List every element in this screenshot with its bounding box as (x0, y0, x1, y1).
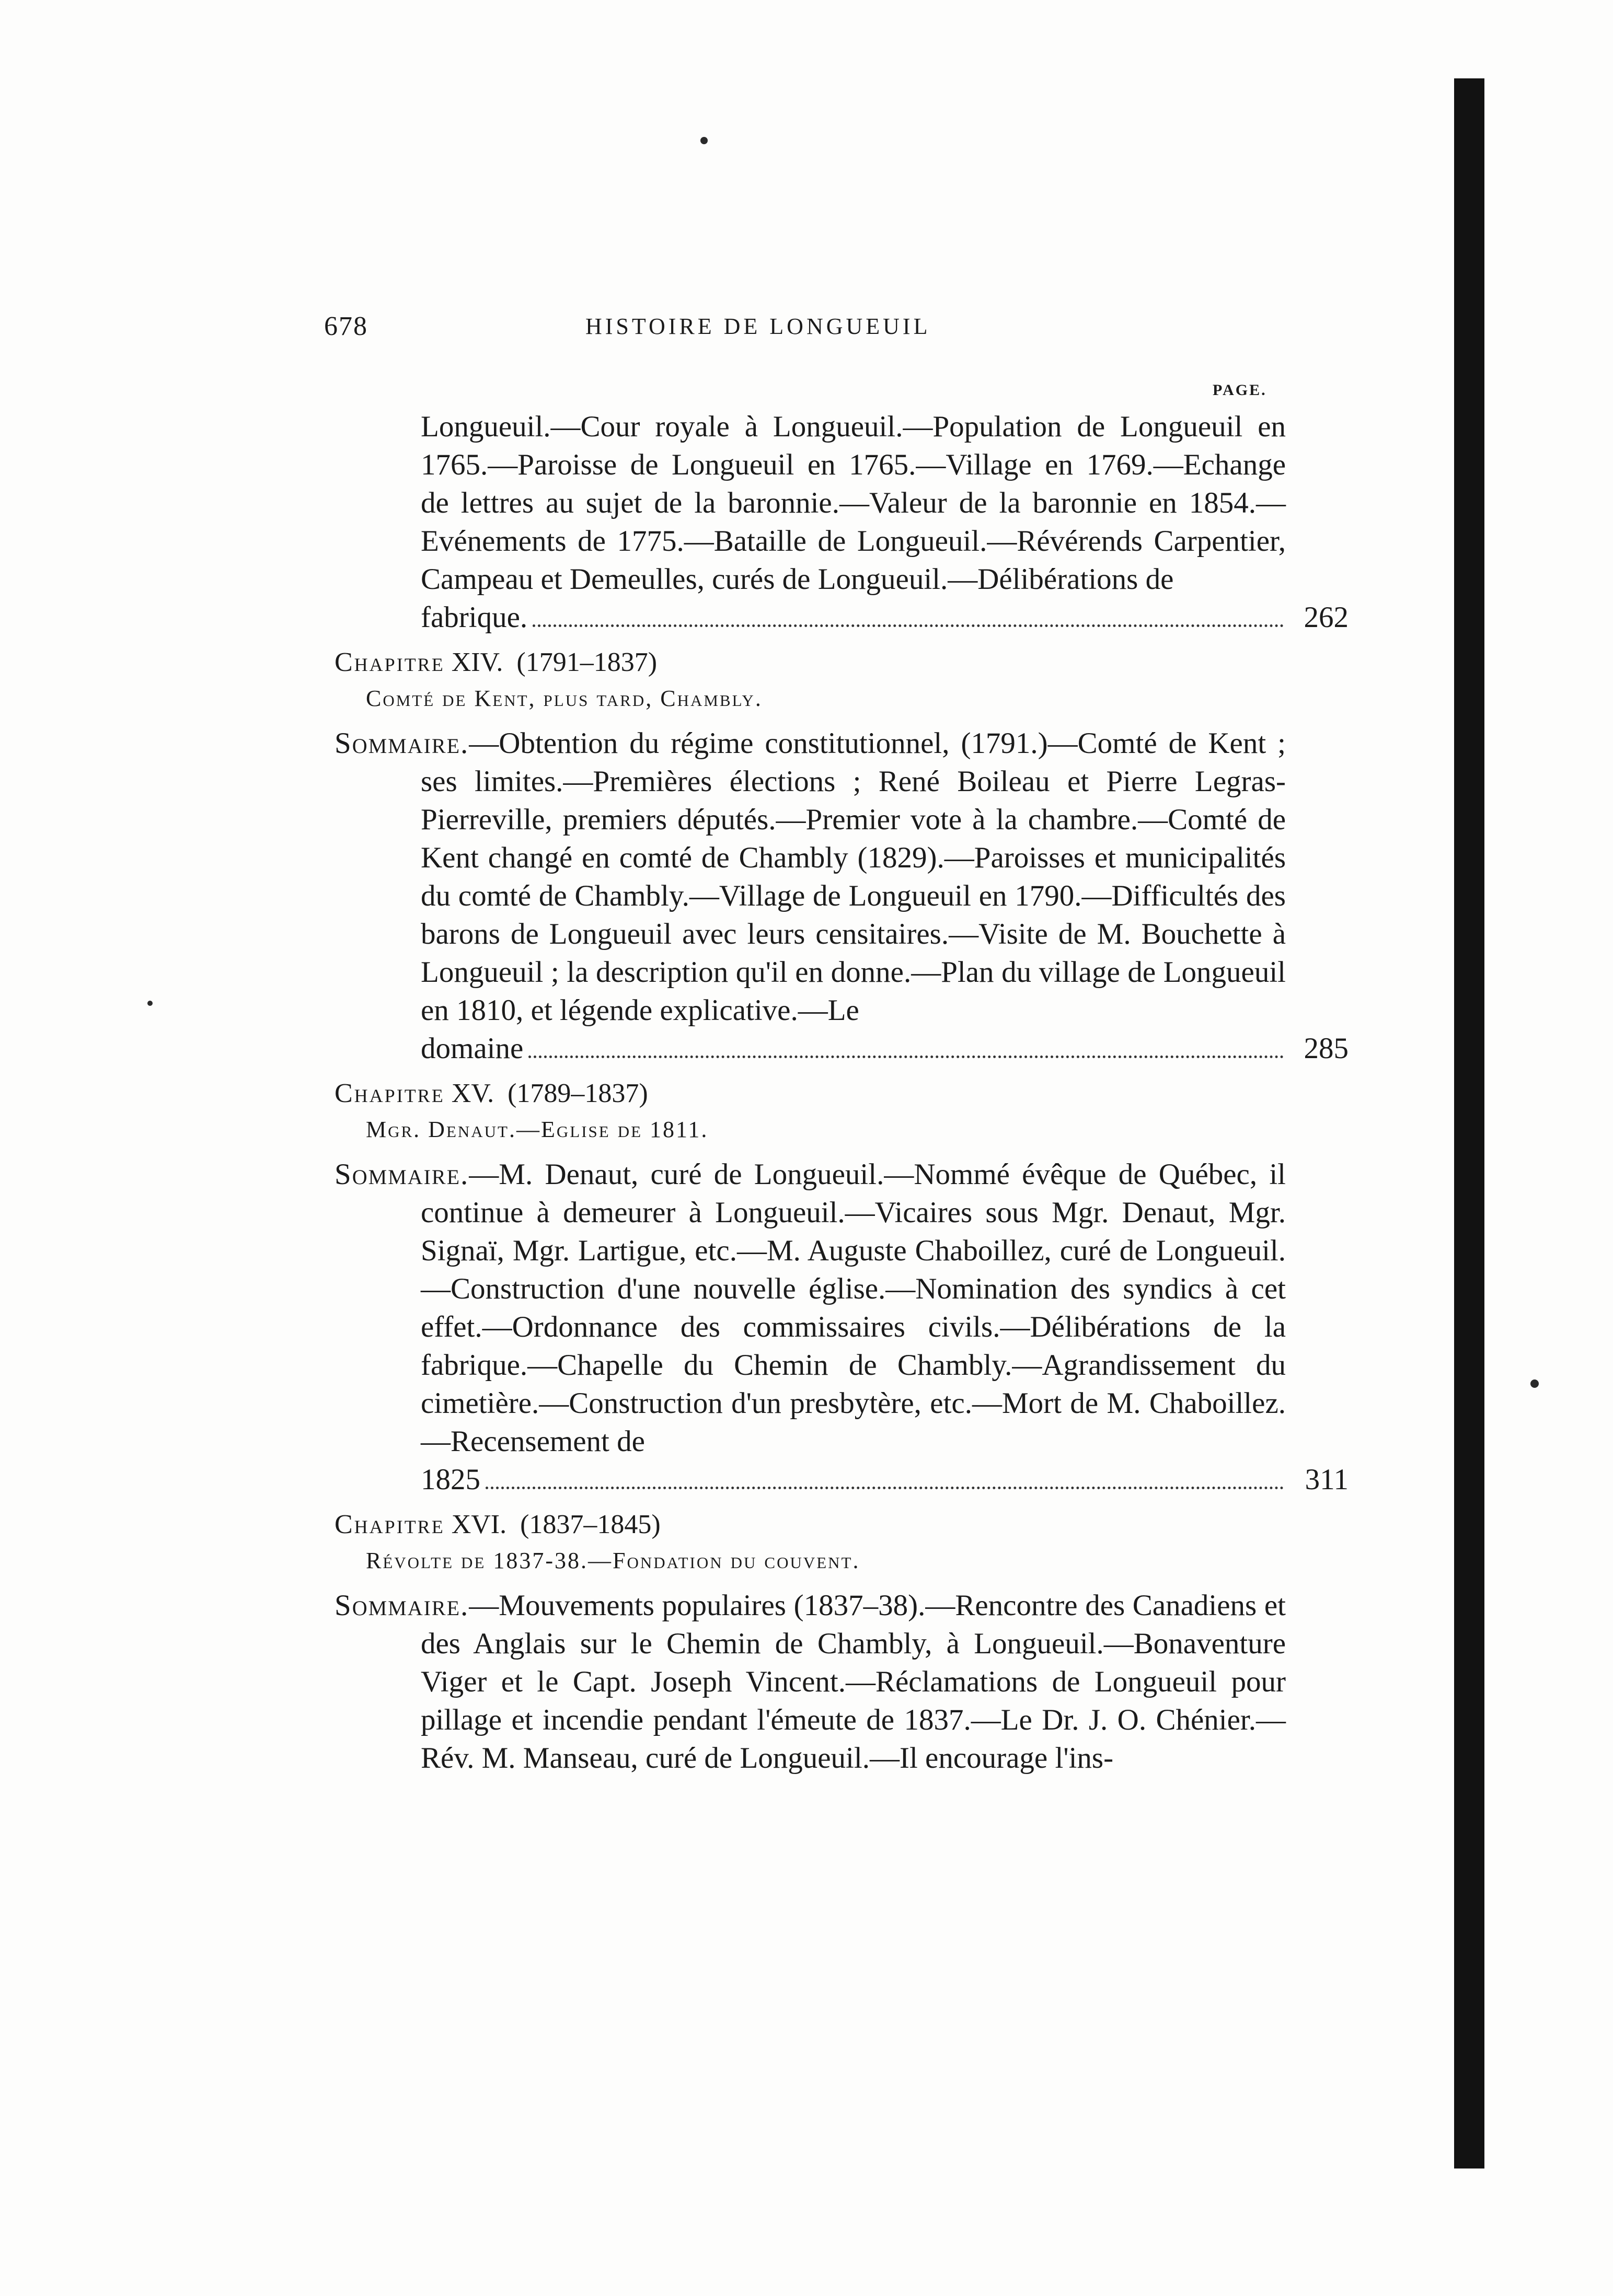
chapter-subtitle: Révolte de 1837-38.—Fondation du couvent. (366, 1548, 860, 1573)
scan-speck (700, 137, 708, 144)
dot-leader (533, 624, 1284, 627)
scan-speck (1530, 1379, 1539, 1388)
chapter-dates: (1837–1845) (520, 1510, 661, 1539)
page-header (324, 311, 1087, 347)
summary-last-words: domaine (421, 1032, 524, 1065)
chapter-word: Chapitre (335, 1079, 445, 1108)
running-title: HISTOIRE DE LONGUEUIL (585, 314, 931, 339)
summary-continuation (335, 408, 1349, 636)
chapter-dates: (1789–1837) (508, 1079, 648, 1108)
page-number: 678 (324, 311, 368, 341)
chapter-heading (335, 1075, 1286, 1112)
chapter-subtitle: Mgr. Denaut.—Eglise de 1811. (366, 1117, 709, 1142)
summary-lead: Sommaire. (335, 727, 469, 760)
page-reference: 262 (1304, 601, 1349, 634)
summary-lead: Sommaire. (335, 1589, 469, 1622)
binding-shadow-bar (1454, 78, 1484, 2169)
summary-text: —Obtention du régime constitutionnel, (1791.)—Comté de Kent ; ses limites.—Premières élections ; René Boileau et Pierre Legras-Pierreville, premiers députés.—Premier vote à la chambre.—Comté de Kent changé en comté de Chambly (1829).—Paroisses et municipalités du comté de Chambly.—Village de Longueuil en 1790.—Difficultés des barons de Longueuil avec leurs censitaires.—Visite de M. Bouchette à Longueuil ; la description qu'il en donne.—Plan du village de Longueuil en 1810, et légende explicative.—Le (421, 727, 1286, 1027)
page-column-label: PAGE. (1213, 381, 1267, 399)
page-reference: 311 (1305, 1463, 1349, 1496)
table-of-contents (335, 408, 1349, 1784)
summary-last-words: 1825 (421, 1463, 480, 1496)
chapter-number: XIV. (451, 647, 503, 677)
entry-end-line (421, 598, 1349, 636)
summary-text: —M. Denaut, curé de Longueuil.—Nommé évêque de Québec, il continue à demeurer à Longueuil.—Vicaires sous Mgr. Denaut, Mgr. Signaï, Mgr. Lartigue, etc.—M. Auguste Chaboillez, curé de Longueuil.—Construction d'une nouvelle église.—Nomination des syndics à cet effet.—Ordonnance des commissaires civils.—Délibérations de la fabrique.—Chapelle du Chemin de Chambly.—Agrandissement du cimetière.—Construction d'un presbytère, etc.—Mort de M. Chaboillez.—Recensement de (421, 1158, 1286, 1458)
summary-text: —Mouvements populaires (1837–38).—Rencontre des Canadiens et des Anglais sur le Chemin de Chambly, à Longueuil.—Bonaventure Viger et le Capt. Joseph Vincent.—Réclamations de Longueuil pour pillage et incendie pendant l'émeute de 1837.—Le Dr. J. O. Chénier.—Rév. M. Manseau, curé de Longueuil.—Il encourage l'ins- (421, 1589, 1286, 1775)
summary-lead: Sommaire. (335, 1158, 469, 1191)
chapter-heading (335, 644, 1286, 681)
chapter-word: Chapitre (335, 647, 445, 677)
chapter-subtitle: Comté de Kent, plus tard, Chambly. (366, 686, 763, 711)
chapter-heading (335, 1506, 1286, 1544)
dot-leader (486, 1487, 1284, 1489)
page-reference: 285 (1304, 1032, 1349, 1065)
chapter-number: XVI. (451, 1510, 507, 1539)
chapter-summary (335, 1155, 1349, 1499)
chapter-word: Chapitre (335, 1510, 445, 1539)
entry-end-line (421, 1460, 1349, 1499)
summary-text: Longueuil.—Cour royale à Longueuil.—Population de Longueuil en 1765.—Paroisse de Longueuil en 1765.—Village en 1769.—Echange de lettres au sujet de la baronnie.—Valeur de la baronnie en 1854.—Evénements de 1775.—Bataille de Longueuil.—Révérends Carpentier, Campeau et Demeulles, curés de Longueuil.—Délibérations de (421, 410, 1286, 596)
chapter-summary (335, 1586, 1286, 1777)
chapter-number: XV. (451, 1079, 494, 1108)
summary-last-words: fabrique. (421, 601, 528, 634)
entry-end-line (421, 1029, 1349, 1068)
dot-leader (528, 1056, 1284, 1058)
chapter-dates: (1791–1837) (516, 647, 658, 677)
scan-speck (147, 1001, 153, 1006)
chapter-summary (335, 724, 1349, 1068)
